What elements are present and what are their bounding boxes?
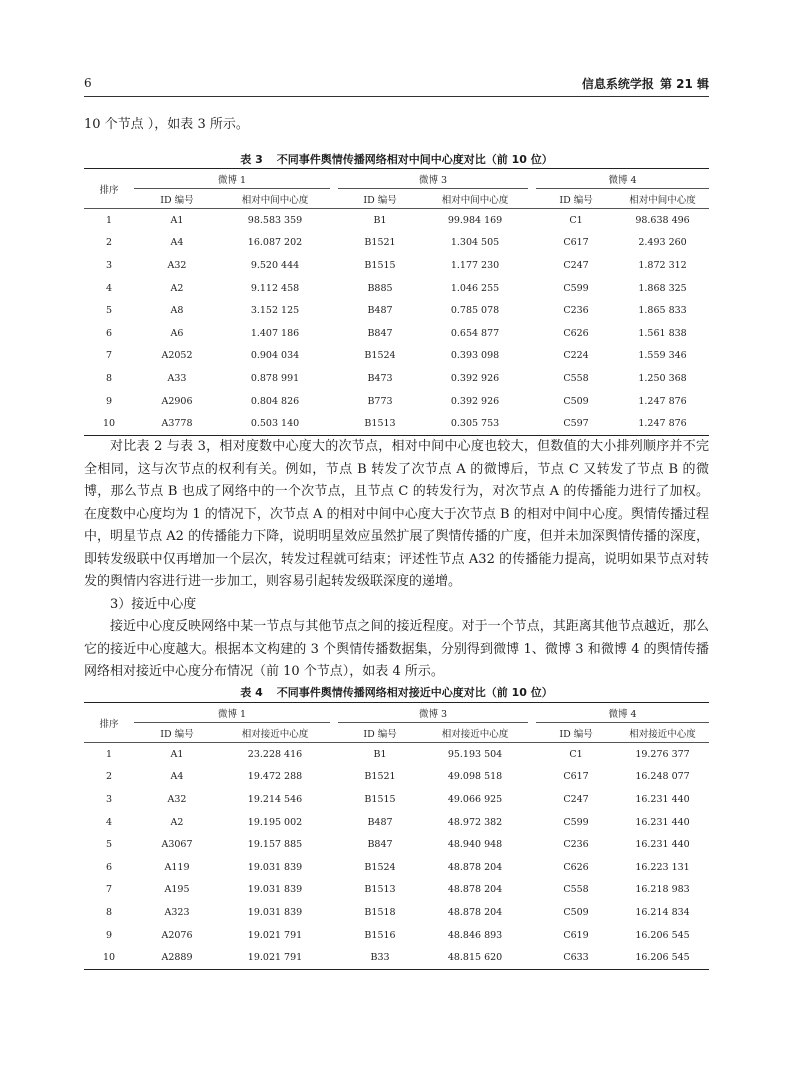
table4-label: 表 4 (240, 686, 263, 699)
value-cell: 19.214 546 (247, 793, 303, 805)
value-cell: 98.583 359 (247, 214, 303, 226)
id-cell: C619 (563, 929, 589, 941)
value-cell: 19.031 839 (247, 884, 303, 896)
table3-title: 不同事件舆情传播网络相对中间中心度对比（前 10 位） (276, 153, 553, 166)
rank-cell: 5 (105, 305, 113, 317)
id-column-header: ID 编号 (536, 723, 616, 743)
value-column-header: 相对中间中心度 (422, 189, 528, 209)
column-spacer (330, 901, 338, 924)
value-cell: 16.223 131 (635, 861, 690, 873)
column-spacer (330, 345, 338, 368)
value-cell: 19.195 002 (247, 816, 303, 828)
value-cell: 1.407 186 (250, 327, 300, 339)
table-row (84, 367, 709, 390)
column-spacer (330, 833, 338, 856)
table-row (84, 946, 709, 969)
column-spacer (528, 367, 536, 390)
id-cell: A3067 (161, 839, 193, 851)
group-header: 微博 4 (536, 703, 709, 723)
column-spacer (528, 743, 536, 766)
rank-cell: 10 (84, 946, 134, 969)
value-cell: 19.021 791 (247, 929, 303, 941)
value-cell: 19.021 791 (220, 946, 330, 969)
id-cell: C626 (563, 327, 589, 339)
table-row (84, 856, 709, 879)
id-cell: B33 (338, 946, 422, 969)
id-cell: C1 (569, 214, 583, 226)
table-row (84, 277, 709, 300)
value-cell: 1.247 876 (616, 412, 709, 435)
id-cell: A2076 (161, 929, 193, 941)
paragraph-1: 对比表 2 与表 3，相对度数中心度大的次节点，相对中间中心度也较大，但数值的大小排列顺序并不完全相同，这与次节点的权利有关。例如，节点 B 转发了次节点 A 的微博后，节点 C 又转发了节点 B 的微博，那么节点 B 也成了网络中的一个次节点，且节点 C 的转发行为，对次节点 A 的传播能力进行了加权。在度数中心度均为 1 的情况下，次节点 A 的相对中间中心度大于次节点 B 的相对中间中心度。舆情传播过程中，明星节点 A2 的传播能力下降，说明明星效应虽然扩展了舆情传播的广度，但并未加深舆情传播的深度，即转发级联中仅再增加一个层次，转发过程就可结束；评述性节点 A32 的传播能力提高，说明如果节点对转发的舆情内容进行进一步加工，则容易引起转发级联深度的递增。 (84, 439, 709, 589)
value-cell: 19.472 288 (247, 771, 303, 783)
column-spacer (330, 209, 338, 232)
rank-header: 排序 (84, 169, 134, 209)
id-cell: C236 (563, 839, 589, 851)
group-header: 微博 1 (134, 169, 330, 189)
column-spacer (330, 856, 338, 879)
value-cell: 2.493 260 (638, 237, 687, 249)
value-cell: 0.878 991 (250, 372, 300, 384)
column-spacer (330, 788, 338, 811)
id-cell: A2906 (161, 395, 193, 407)
id-cell: B773 (367, 395, 393, 407)
value-cell: 49.098 518 (447, 771, 503, 783)
id-cell: A6 (170, 327, 184, 339)
id-cell: B1515 (364, 259, 396, 271)
page-header (84, 72, 709, 97)
column-spacer (528, 322, 536, 345)
table3-body (84, 209, 709, 436)
table3-label: 表 3 (240, 153, 263, 166)
id-cell: A323 (164, 906, 190, 918)
column-spacer (330, 412, 338, 435)
column-spacer (330, 322, 338, 345)
value-cell: 0.392 926 (450, 372, 500, 384)
id-cell: B1524 (364, 350, 396, 362)
value-cell: 19.031 839 (247, 906, 303, 918)
id-cell: B1521 (364, 771, 396, 783)
column-spacer (528, 209, 536, 232)
id-cell: C247 (563, 259, 589, 271)
column-spacer (528, 412, 536, 435)
value-cell: 1.561 838 (638, 327, 687, 339)
table3-caption (84, 151, 709, 167)
id-cell: A1 (170, 214, 184, 226)
value-cell: 1.046 255 (450, 282, 500, 294)
group-header: 微博 3 (338, 169, 528, 189)
id-cell: B1513 (364, 884, 396, 896)
id-cell: B1 (373, 748, 387, 760)
value-cell: 0.904 034 (250, 350, 300, 362)
table-row (84, 390, 709, 413)
group-header: 微博 1 (134, 703, 330, 723)
column-spacer (330, 299, 338, 322)
id-cell: B1513 (338, 412, 422, 435)
value-cell: 0.392 926 (450, 395, 500, 407)
id-cell: B1518 (364, 906, 396, 918)
id-cell: C599 (563, 282, 589, 294)
rank-cell: 7 (105, 350, 113, 362)
value-cell: 19.031 839 (247, 861, 303, 873)
rank-cell: 5 (105, 839, 113, 851)
column-spacer (330, 367, 338, 390)
value-cell: 1.868 325 (638, 282, 687, 294)
column-spacer (330, 390, 338, 413)
rank-cell: 2 (105, 771, 113, 783)
column-spacer (330, 879, 338, 902)
table-row (84, 879, 709, 902)
value-cell: 19.276 377 (635, 748, 690, 760)
id-cell: C558 (563, 884, 589, 896)
table4 (84, 702, 709, 970)
value-cell: 16.214 834 (635, 906, 690, 918)
rank-header: 排序 (84, 703, 134, 743)
id-cell: B1515 (364, 793, 396, 805)
table3 (84, 168, 709, 436)
column-spacer (330, 277, 338, 300)
table-row (84, 901, 709, 924)
value-cell: 49.066 925 (447, 793, 503, 805)
id-cell: A4 (170, 771, 184, 783)
id-cell: A195 (164, 884, 190, 896)
id-cell: C247 (563, 793, 589, 805)
value-column-header: 相对接近中心度 (220, 723, 330, 743)
column-spacer (528, 390, 536, 413)
id-cell: B1 (373, 214, 387, 226)
value-cell: 48.815 620 (422, 946, 528, 969)
value-cell: 1.247 876 (638, 395, 687, 407)
value-cell: 1.865 833 (638, 305, 687, 317)
column-spacer (528, 232, 536, 255)
table-row (84, 254, 709, 277)
id-cell: B487 (367, 816, 393, 828)
rank-cell: 10 (84, 412, 134, 435)
id-cell: A32 (167, 793, 187, 805)
rank-cell: 8 (105, 372, 113, 384)
id-cell: C224 (563, 350, 589, 362)
table-row (84, 788, 709, 811)
column-spacer (528, 879, 536, 902)
column-spacer (330, 924, 338, 947)
value-cell: 16.218 983 (635, 884, 690, 896)
column-spacer (528, 946, 536, 969)
value-cell: 0.654 877 (450, 327, 500, 339)
intro-line: 10 个节点 ），如表 3 所示。 (84, 117, 249, 132)
column-spacer (330, 232, 338, 255)
rank-cell: 3 (105, 793, 113, 805)
id-column-header: ID 编号 (134, 189, 220, 209)
id-cell: A3778 (134, 412, 220, 435)
column-spacer (528, 277, 536, 300)
column-spacer (330, 254, 338, 277)
column-spacer (528, 345, 536, 368)
value-cell: 16.206 545 (635, 929, 690, 941)
id-cell: B1524 (364, 861, 396, 873)
id-cell: B473 (367, 372, 393, 384)
value-cell: 1.872 312 (638, 259, 687, 271)
value-cell: 48.878 204 (447, 861, 503, 873)
id-column-header: ID 编号 (338, 189, 422, 209)
value-cell: 16.231 440 (635, 839, 690, 851)
table-row (84, 924, 709, 947)
value-cell: 16.206 545 (616, 946, 709, 969)
value-cell: 0.785 078 (450, 305, 500, 317)
rank-cell: 8 (105, 906, 113, 918)
id-cell: C599 (563, 816, 589, 828)
id-cell: B487 (367, 305, 393, 317)
value-cell: 48.940 948 (447, 839, 503, 851)
value-cell: 0.393 098 (450, 350, 500, 362)
value-column-header: 相对接近中心度 (422, 723, 528, 743)
table4-caption (84, 684, 709, 700)
id-cell: A2 (170, 282, 184, 294)
value-cell: 16.248 077 (635, 771, 690, 783)
value-cell: 1.559 346 (638, 350, 687, 362)
value-column-header: 相对中间中心度 (616, 189, 709, 209)
value-column-header: 相对中间中心度 (220, 189, 330, 209)
rank-cell: 7 (105, 884, 113, 896)
id-column-header: ID 编号 (338, 723, 422, 743)
value-cell: 9.112 458 (250, 282, 300, 294)
column-spacer (528, 811, 536, 834)
id-cell: A2052 (161, 350, 193, 362)
value-cell: 95.193 504 (447, 748, 503, 760)
rank-cell: 2 (105, 237, 113, 249)
value-column-header: 相对接近中心度 (616, 723, 709, 743)
journal-issue: 第 21 辑 (659, 77, 709, 91)
column-spacer (528, 299, 536, 322)
id-cell: C558 (563, 372, 589, 384)
table-row (84, 209, 709, 232)
column-spacer (330, 766, 338, 789)
id-cell: C509 (563, 395, 589, 407)
table-row (84, 299, 709, 322)
value-cell: 19.157 885 (247, 839, 303, 851)
rank-cell: 6 (105, 861, 113, 873)
id-cell: C617 (563, 771, 589, 783)
id-cell: A119 (164, 861, 190, 873)
id-cell: C633 (536, 946, 616, 969)
column-spacer (528, 766, 536, 789)
column-spacer (528, 924, 536, 947)
column-spacer (528, 833, 536, 856)
group-header: 微博 4 (536, 169, 709, 189)
rank-cell: 1 (105, 214, 113, 226)
id-cell: C1 (569, 748, 583, 760)
value-cell: 9.520 444 (250, 259, 300, 271)
value-cell: 48.846 893 (447, 929, 503, 941)
table4-body (84, 743, 709, 970)
column-spacer (330, 743, 338, 766)
value-cell: 0.305 753 (422, 412, 528, 435)
rank-cell: 3 (105, 259, 113, 271)
group-header: 微博 3 (338, 703, 528, 723)
column-spacer (528, 788, 536, 811)
id-cell: C626 (563, 861, 589, 873)
table-row (84, 833, 709, 856)
journal-name (576, 75, 709, 92)
column-spacer (528, 901, 536, 924)
table-row (84, 811, 709, 834)
column-spacer (330, 811, 338, 834)
rank-cell: 4 (105, 282, 113, 294)
value-cell: 16.231 440 (635, 816, 690, 828)
id-cell: B1521 (364, 237, 396, 249)
id-column-header: ID 编号 (536, 189, 616, 209)
id-cell: B847 (367, 839, 393, 851)
value-cell: 23.228 416 (247, 748, 303, 760)
id-cell: B847 (367, 327, 393, 339)
id-cell: A4 (170, 237, 184, 249)
id-cell: C617 (563, 237, 589, 249)
id-cell: A2 (170, 816, 184, 828)
value-cell: 3.152 125 (250, 305, 300, 317)
value-cell: 1.177 230 (450, 259, 500, 271)
id-cell: B885 (367, 282, 393, 294)
paragraph-2: 接近中心度反映网络中某一节点与其他节点之间的接近程度。对于一个节点，其距离其他节点越近，那么它的接近中心度越大。根据本文构建的 3 个舆情传播数据集，分别得到微博 1、微博 3 和微博 4 的舆情传播网络相对接近中心度分布情况（前 10 个节点），如表 4 所示。 (84, 619, 709, 679)
table-row (84, 232, 709, 255)
id-cell: A33 (167, 372, 187, 384)
value-cell: 48.878 204 (447, 884, 503, 896)
column-spacer (528, 254, 536, 277)
value-cell: 48.878 204 (447, 906, 503, 918)
column-spacer (528, 856, 536, 879)
rank-cell: 9 (105, 929, 113, 941)
id-cell: B1516 (364, 929, 396, 941)
id-cell: C509 (563, 906, 589, 918)
id-column-header: ID 编号 (134, 723, 220, 743)
table4-title: 不同事件舆情传播网络相对接近中心度对比（前 10 位） (276, 686, 553, 699)
id-cell: A1 (170, 748, 184, 760)
journal-title: 信息系统学报 (581, 77, 654, 91)
id-cell: A8 (170, 305, 184, 317)
value-cell: 98.638 496 (635, 214, 690, 226)
rank-cell: 6 (105, 327, 113, 339)
value-cell: 99.984 169 (447, 214, 503, 226)
value-cell: 1.250 368 (638, 372, 687, 384)
body-text (84, 436, 709, 684)
table-row (84, 345, 709, 368)
table-row (84, 766, 709, 789)
value-cell: 0.503 140 (220, 412, 330, 435)
subheading-closeness: 3）接近中心度 (110, 596, 197, 612)
id-cell: C597 (536, 412, 616, 435)
rank-cell: 9 (105, 395, 113, 407)
column-spacer (330, 946, 338, 969)
value-cell: 1.304 505 (450, 237, 500, 249)
id-cell: A32 (167, 259, 187, 271)
value-cell: 48.972 382 (447, 816, 503, 828)
id-cell: A2889 (134, 946, 220, 969)
table-row (84, 322, 709, 345)
intro-text (84, 114, 709, 137)
rank-cell: 1 (105, 748, 113, 760)
table-row (84, 743, 709, 766)
table-row (84, 412, 709, 435)
id-cell: C236 (563, 305, 589, 317)
page-number: 6 (84, 76, 92, 90)
value-cell: 16.087 202 (247, 237, 303, 249)
value-cell: 0.804 826 (250, 395, 300, 407)
value-cell: 16.231 440 (635, 793, 690, 805)
rank-cell: 4 (105, 816, 113, 828)
